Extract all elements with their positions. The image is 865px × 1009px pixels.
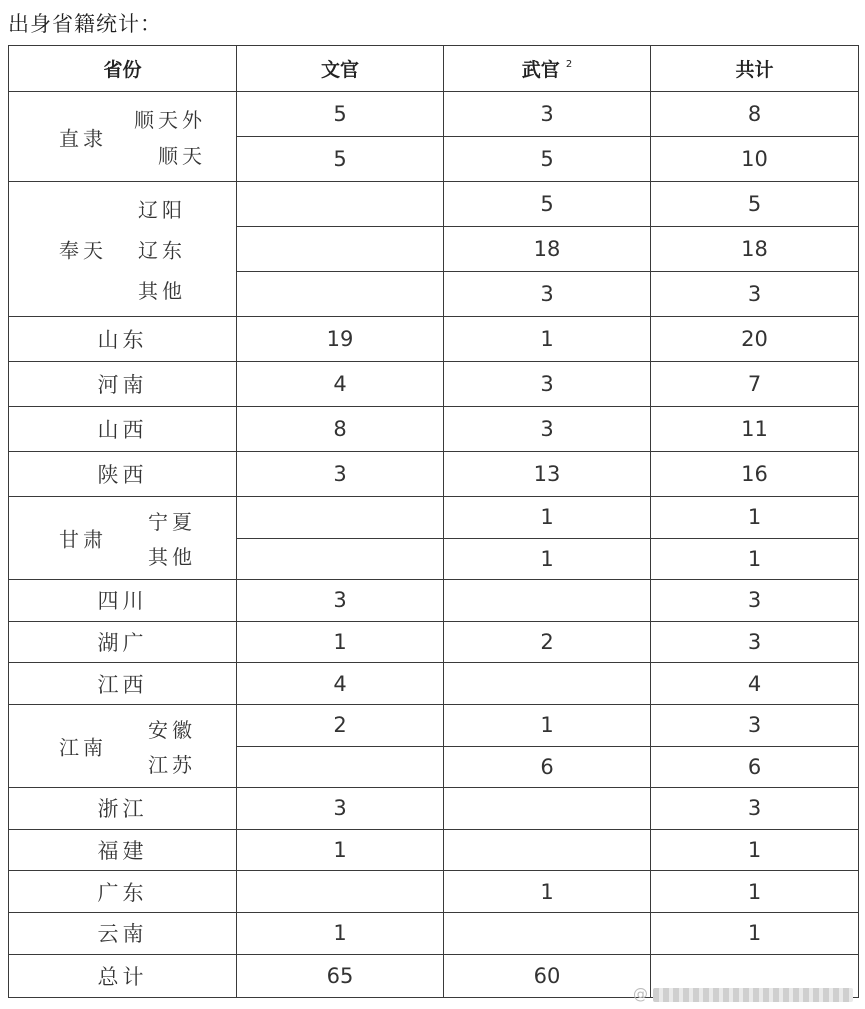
province-cell: 江西 [9, 663, 237, 705]
table-row [9, 317, 859, 362]
total-cell: 3 [651, 704, 859, 746]
civil-total-cell: 65 [237, 954, 444, 997]
military-cell: 3 [444, 92, 651, 137]
civil-cell [237, 227, 444, 272]
civil-cell: 8 [237, 407, 444, 452]
total-cell: 7 [651, 362, 859, 407]
civil-cell: 1 [237, 912, 444, 954]
civil-cell: 1 [237, 621, 444, 663]
total-cell: 1 [651, 497, 859, 539]
totals-label: 总计 [9, 954, 237, 997]
civil-cell [237, 746, 444, 788]
table-row [9, 362, 859, 407]
civil-cell [237, 538, 444, 580]
civil-cell: 4 [237, 362, 444, 407]
province-cell: 山东 [9, 317, 237, 362]
civil-cell: 5 [237, 92, 444, 137]
sub-province-label: 其他 [138, 279, 186, 303]
military-cell [444, 912, 651, 954]
civil-cell: 3 [237, 580, 444, 622]
military-total-cell: 60 [444, 954, 651, 997]
group-label: 奉天 [59, 238, 107, 263]
civil-cell: 19 [237, 317, 444, 362]
group-label: 甘肃 [59, 527, 107, 552]
group-label: 江南 [59, 735, 107, 760]
civil-cell [237, 871, 444, 913]
watermark-symbol: @ [633, 985, 649, 1003]
province-statistics-table [8, 45, 859, 998]
civil-cell: 3 [237, 452, 444, 497]
table-row [9, 704, 859, 746]
total-cell: 3 [651, 621, 859, 663]
military-cell [444, 829, 651, 871]
province-cell: 四川 [9, 580, 237, 622]
total-cell: 1 [651, 912, 859, 954]
table-row [9, 452, 859, 497]
province-cell: 山西 [9, 407, 237, 452]
province-cell: 河南 [9, 362, 237, 407]
military-cell: 3 [444, 407, 651, 452]
table-row [9, 497, 859, 539]
province-group-zhili [9, 92, 237, 182]
sub-province-label: 其他 [148, 545, 196, 570]
civil-cell: 1 [237, 829, 444, 871]
header-civil: 文官 [237, 46, 444, 92]
sub-province-label: 辽阳 [138, 198, 186, 222]
military-cell: 3 [444, 272, 651, 317]
total-cell: 5 [651, 182, 859, 227]
civil-cell [237, 272, 444, 317]
total-cell: 16 [651, 452, 859, 497]
military-cell: 5 [444, 137, 651, 182]
total-cell: 11 [651, 407, 859, 452]
header-military: 武官 $^2$ [444, 46, 651, 92]
sub-province-label: 宁夏 [148, 510, 196, 534]
province-cell: 湖广 [9, 621, 237, 663]
total-cell: 3 [651, 272, 859, 317]
province-group-jiangnan [9, 704, 237, 787]
military-cell: 1 [444, 317, 651, 362]
military-cell: 1 [444, 704, 651, 746]
total-cell: 6 [651, 746, 859, 788]
total-cell: 20 [651, 317, 859, 362]
watermark [633, 985, 853, 1003]
military-cell: 6 [444, 746, 651, 788]
military-cell: 1 [444, 497, 651, 539]
military-cell: 18 [444, 227, 651, 272]
header-province: 省份 [9, 46, 237, 92]
sub-province-label: 安徽 [148, 717, 196, 742]
civil-cell: 4 [237, 663, 444, 705]
document-title: 出身省籍统计： [8, 12, 162, 36]
table-row [9, 580, 859, 622]
table-row [9, 407, 859, 452]
sub-province-label: 顺天 [158, 144, 206, 168]
total-cell: 10 [651, 137, 859, 182]
sub-province-label: 辽东 [138, 238, 186, 263]
civil-cell: 3 [237, 788, 444, 830]
total-cell: 1 [651, 829, 859, 871]
table-row [9, 92, 859, 137]
military-cell: 1 [444, 871, 651, 913]
province-group-fengtian [9, 182, 237, 317]
province-group-gansu [9, 497, 237, 580]
total-cell: 3 [651, 788, 859, 830]
military-cell: 1 [444, 538, 651, 580]
total-cell: 18 [651, 227, 859, 272]
watermark-bar [653, 988, 853, 1002]
military-cell [444, 663, 651, 705]
civil-cell [237, 497, 444, 539]
military-cell [444, 788, 651, 830]
total-cell: 4 [651, 663, 859, 705]
table-row [9, 621, 859, 663]
military-cell: 13 [444, 452, 651, 497]
province-cell: 浙江 [9, 788, 237, 830]
military-cell: 5 [444, 182, 651, 227]
footnote-marker: 2 [565, 59, 573, 70]
military-cell: 3 [444, 362, 651, 407]
military-cell [444, 580, 651, 622]
province-cell: 福建 [9, 829, 237, 871]
province-cell: 陕西 [9, 452, 237, 497]
total-cell: 8 [651, 92, 859, 137]
civil-cell [237, 182, 444, 227]
total-cell: 1 [651, 538, 859, 580]
sub-province-label: 江苏 [148, 753, 196, 778]
table-row [9, 788, 859, 830]
table-row [9, 182, 859, 227]
group-label: 直隶 [59, 126, 107, 150]
total-cell: 3 [651, 580, 859, 622]
military-cell: 2 [444, 621, 651, 663]
civil-cell: 5 [237, 137, 444, 182]
table-row [9, 829, 859, 871]
total-cell: 1 [651, 871, 859, 913]
header-total: 共计 [651, 46, 859, 92]
table-row [9, 912, 859, 954]
civil-cell: 2 [237, 704, 444, 746]
table-row [9, 663, 859, 705]
table-row [9, 871, 859, 913]
province-cell: 云南 [9, 912, 237, 954]
province-cell: 广东 [9, 871, 237, 913]
table-header-row [9, 46, 859, 92]
sub-province-label: 顺天外 [134, 108, 206, 132]
